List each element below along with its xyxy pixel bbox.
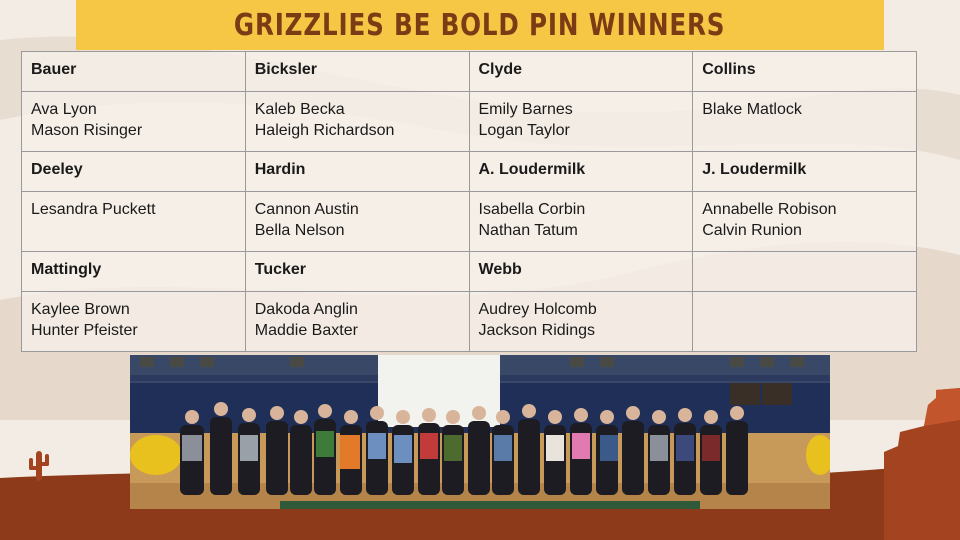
title-banner [76, 0, 884, 50]
student-cell [469, 92, 693, 152]
student-name: Audrey Holcomb [478, 301, 597, 318]
student-name: Hunter Pfeister [31, 321, 138, 339]
winners-table [21, 51, 917, 352]
student-name: Annabelle Robison [702, 201, 837, 218]
table-row-students [22, 292, 917, 352]
teacher-cell: Bauer [22, 52, 246, 92]
teacher-cell [693, 252, 917, 292]
student-cell [245, 192, 469, 252]
table-row-students [22, 192, 917, 252]
student-name: Lesandra Puckett [31, 201, 156, 218]
table-row-students [22, 92, 917, 152]
student-name: Haleigh Richardson [254, 121, 395, 139]
teacher-cell: Hardin [245, 152, 469, 192]
teacher-cell: J. Loudermilk [693, 152, 917, 192]
student-name: Kaleb Becka [254, 101, 345, 118]
teacher-cell: A. Loudermilk [469, 152, 693, 192]
student-name: Dakoda Anglin [254, 301, 358, 318]
student-cell [693, 192, 917, 252]
student-name: Cannon Austin [254, 201, 359, 218]
student-name: Emily Barnes [478, 101, 573, 118]
page-title: GRIZZLIES BE BOLD PIN WINNERS [234, 7, 726, 43]
group-photo [130, 355, 830, 509]
student-cell [693, 92, 917, 152]
student-cell [245, 292, 469, 352]
student-name: Isabella Corbin [478, 201, 586, 218]
student-name: Maddie Baxter [254, 321, 358, 339]
student-name: Nathan Tatum [478, 221, 578, 239]
student-cell [22, 192, 246, 252]
student-cell [245, 92, 469, 152]
student-cell [22, 92, 246, 152]
group-photo-illustration [130, 355, 830, 509]
student-name: Ava Lyon [31, 101, 97, 118]
student-name: Logan Taylor [478, 121, 570, 139]
student-name: Jackson Ridings [478, 321, 595, 339]
table-row-teachers [22, 152, 917, 192]
student-name: Kaylee Brown [31, 301, 130, 318]
student-cell [469, 292, 693, 352]
student-cell [22, 292, 246, 352]
teacher-cell: Clyde [469, 52, 693, 92]
table-row-teachers [22, 52, 917, 92]
teacher-cell: Webb [469, 252, 693, 292]
student-name: Bella Nelson [254, 221, 345, 239]
student-name: Blake Matlock [702, 101, 802, 118]
teacher-cell: Mattingly [22, 252, 246, 292]
student-name: Calvin Runion [702, 221, 802, 239]
student-name: Mason Risinger [31, 121, 143, 139]
table-row-teachers [22, 252, 917, 292]
teacher-cell: Collins [693, 52, 917, 92]
teacher-cell: Tucker [245, 252, 469, 292]
teacher-cell: Deeley [22, 152, 246, 192]
teacher-cell: Bicksler [245, 52, 469, 92]
empty-cell [693, 292, 917, 352]
student-cell [469, 192, 693, 252]
